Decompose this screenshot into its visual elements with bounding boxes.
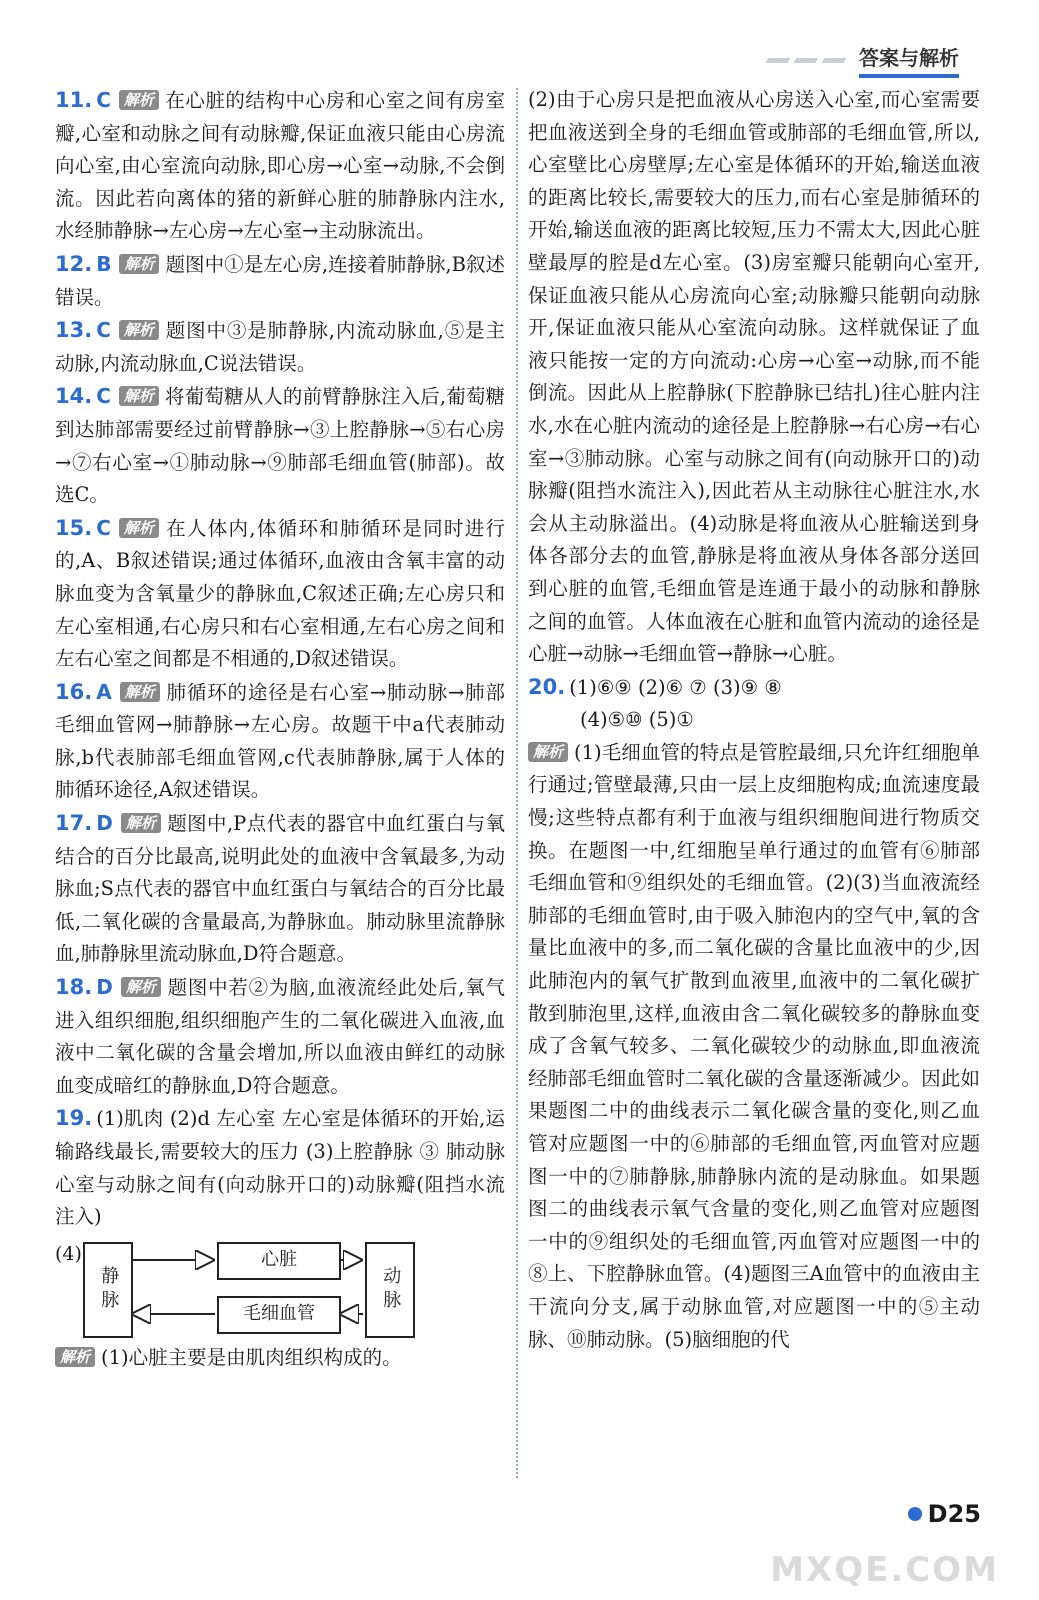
right-column [528, 84, 980, 1356]
analysis-tag: 解析 [119, 254, 159, 274]
answer-item-12 [55, 248, 505, 314]
answer-item-11 [55, 84, 505, 248]
question-number: 13. [55, 318, 93, 343]
analysis-tag: 解析 [528, 742, 568, 762]
analysis-tag: 解析 [119, 518, 159, 538]
question-number: 14. [55, 384, 93, 409]
artery-box: 动脉 [365, 1242, 415, 1338]
analysis-text: 肺循环的途径是右心室→肺动脉→肺部毛细血管网→肺静脉→左心房。故题干中a代表肺动脉,b代表肺部毛细血管网,c代表肺静脉,属于人体的肺循环途径,A叙述错误。 [55, 680, 505, 802]
watermark: MXQE.COM [770, 1550, 999, 1590]
vein-box: 静脉 [83, 1242, 133, 1338]
analysis-text: (1)心脏主要是由肌肉组织构成的。 [101, 1345, 402, 1369]
answer-item-20-analysis [528, 737, 980, 1356]
answer-text: (1)肌肉 (2)d 左心室 左心室是体循环的开始,运输路线最长,需要较大的压力 (3)上腔静脉 ③ 肺动脉 心室与动脉之间有(向动脉开口的)动脉瓣(阻挡水流注入) [55, 1107, 505, 1229]
column-divider [516, 88, 518, 1478]
question-number: 11. [55, 88, 93, 112]
question-number: 17. [55, 811, 93, 836]
analysis-tag: 解析 [120, 682, 160, 702]
analysis-tag: 解析 [119, 386, 159, 406]
answer-item-15 [55, 512, 505, 676]
question-number: 20. [528, 674, 566, 699]
analysis-text: 题图中③是肺静脉,内流动脉血,⑤是主动脉,内流动脉血,C说法错误。 [55, 319, 505, 375]
question-number: 12. [55, 251, 93, 276]
analysis-text: (2)由于心房只是把血液从心房送入心室,而心室需要把血液送到全身的毛细血管或肺部的毛细血管,所以,心室壁比心房壁厚;左心室是体循环的开始,输送血液的距离比较长,需要较大的压力,而右心室是肺循环的开始,输送血液的距离比较短,压力不需太大,因此心脏壁最厚的腔是d左心室。(3)房室瓣只能朝向心室开,保证血液只能从心房流向心室;动脉瓣只能朝向动脉开,保证血液只能从心室流向动脉。这样就保证了血液只能按一定的方向流动:心房→心室→动脉,而不能倒流。因此从上腔静脉(下腔静脉已结扎)往心脏内注水,水在心脏内流动的途径是上腔静脉→右心房→右心室→③肺动脉。心室与动脉之间有(向动脉开口的)动脉瓣(阻挡水流注入),因此若从主动脉往心脏注水,水会从主动脉溢出。(4)动脉是将血液从心脏输送到身体各部分去的血管,静脉是将血液从身体各部分送回到心脏的血管,毛细血管是连通于最小的动脉和静脉之间的血管。人体血液在心脏和血管内流动的途径是心脏→动脉→毛细血管→静脉→心脏。 [528, 88, 980, 666]
analysis-tag: 解析 [55, 1347, 95, 1367]
answer-letter: C [96, 515, 111, 540]
analysis-text: (1)毛细血管的特点是管腔最细,只允许红细胞单行通过;管壁最薄,只由一层上皮细胞构成;血流速度最慢;这些特点都有利于血液与组织细胞间进行物质交换。在题图一中,红细胞呈单行通过的血管有⑥肺部毛细血管和⑨组织处的毛细血管。(2)(3)当血液流经肺部的毛细血管时,由于吸入肺泡内的空气中,氧的含量比血液中的多,而二氧化碳的含量比血液中的少,因此肺泡内的氧气扩散到血液里,血液中的二氧化碳扩散到肺泡里,这样,血液由含二氧化碳较多的静脉血变成了含氧气较多、二氧化碳较少的动脉血,即血液流经肺部毛细血管时二氧化碳的含量逐渐减少。因此如果题图二中的曲线表示二氧化碳含量的变化,则乙血管对应题图一中的⑥肺部的毛细血管,丙血管对应题图一中的⑦肺静脉,肺静脉内流的是动脉血。如果题图二的曲线表示氧气含量的变化,则乙血管对应题图一中的⑨组织处的毛细血管,丙血管对应题图一中的⑧上、下腔静脉血管。(4)题图三A血管中的血液由主干流向分支,属于动脉血管,对应题图一中的⑤主动脉、⑩肺动脉。(5)脑细胞的代 [528, 740, 980, 1351]
answer-letter: D [96, 811, 113, 836]
header-title: 答案与解析 [859, 42, 959, 78]
analysis-tag: 解析 [121, 813, 161, 833]
analysis-tag: 解析 [119, 90, 159, 110]
question-number: 19. [55, 1106, 93, 1131]
analysis-text: 题图中,P点代表的器官中血红蛋白与氧结合的百分比最高,说明此处的血液中含氧最多,为动脉血;S点代表的器官中血红蛋白与氧结合的百分比最低,二氧化碳的含量最高,为静脉血。肺动脉里流静脉血,肺静脉里流动脉血,D符合题意。 [55, 812, 505, 966]
answer-item-17 [55, 807, 505, 971]
answer-item-19 [55, 1102, 505, 1233]
analysis-tag: 解析 [119, 320, 159, 340]
answer-item-20-line2 [528, 704, 980, 737]
answer-letter: D [96, 975, 113, 1000]
heart-box: 心脏 [217, 1242, 341, 1280]
page-number-text: D25 [927, 1500, 981, 1528]
answer-item-19-analysis [55, 1342, 505, 1375]
answer-item-19-continued [528, 84, 980, 671]
question-number: 15. [55, 515, 93, 540]
answer-letter: A [96, 679, 112, 704]
header-decoration [767, 58, 845, 63]
answer-letter: C [96, 384, 111, 409]
left-column [55, 84, 505, 1374]
analysis-text: 在心脏的结构中心房和心室之间有房室瓣,心室和动脉之间有动脉瓣,保证血液只能由心房流向心室,由心室流向动脉,即心房→心室→动脉,不会倒流。因此若向离体的猪的新鲜心脏的肺静脉内注水,水经肺静脉→左心房→左心室→主动脉流出。 [55, 89, 505, 243]
circulation-diagram [55, 1238, 475, 1338]
page-number [908, 1500, 981, 1528]
analysis-tag: 解析 [121, 977, 161, 997]
answer-text: (4)⑤⑩ (5)① [580, 708, 694, 732]
answer-item-13 [55, 314, 505, 380]
answer-letter: C [96, 318, 111, 343]
question-number: 16. [55, 679, 93, 704]
page-dot-icon [908, 1507, 922, 1521]
answer-letter: B [96, 251, 112, 276]
diagram-arrows [55, 1238, 475, 1338]
analysis-text: 在人体内,体循环和肺循环是同时进行的,A、B叙述错误;通过体循环,血液由含氧丰富的动脉血变为含氧量少的静脉血,C叙述正确;左心房只和左心室相通,右心房只和右心室相通,左右心房之间和左右心室之间都是不相通的,D叙述错误。 [55, 516, 505, 671]
answer-item-16 [55, 676, 505, 807]
answer-item-18 [55, 971, 505, 1102]
page-header [767, 40, 959, 80]
analysis-text: 题图中若②为脑,血液流经此处后,氧气进入组织细胞,组织细胞产生的二氧化碳进入血液,血液中二氧化碳的含量会增加,所以血液由鲜红的动脉血变成暗红的静脉血,D符合题意。 [55, 976, 505, 1097]
analysis-text: 将葡萄糖从人的前臂静脉注入后,葡萄糖到达肺部需要经过前臂静脉→③上腔静脉→⑤右心房→⑦右心室→①肺动脉→⑨肺部毛细血管(肺部)。故选C。 [55, 385, 505, 507]
answer-item-14 [55, 380, 505, 511]
question-number: 18. [55, 975, 93, 1000]
answer-text: (1)⑥⑨ (2)⑥ ⑦ (3)⑨ ⑧ [569, 675, 782, 699]
answer-letter: C [96, 88, 111, 112]
capillary-box: 毛细血管 [217, 1296, 341, 1334]
diagram-label: (4) [55, 1242, 82, 1265]
analysis-text: 题图中①是左心房,连接着肺静脉,B叙述错误。 [55, 252, 505, 309]
answer-item-20 [528, 671, 980, 705]
